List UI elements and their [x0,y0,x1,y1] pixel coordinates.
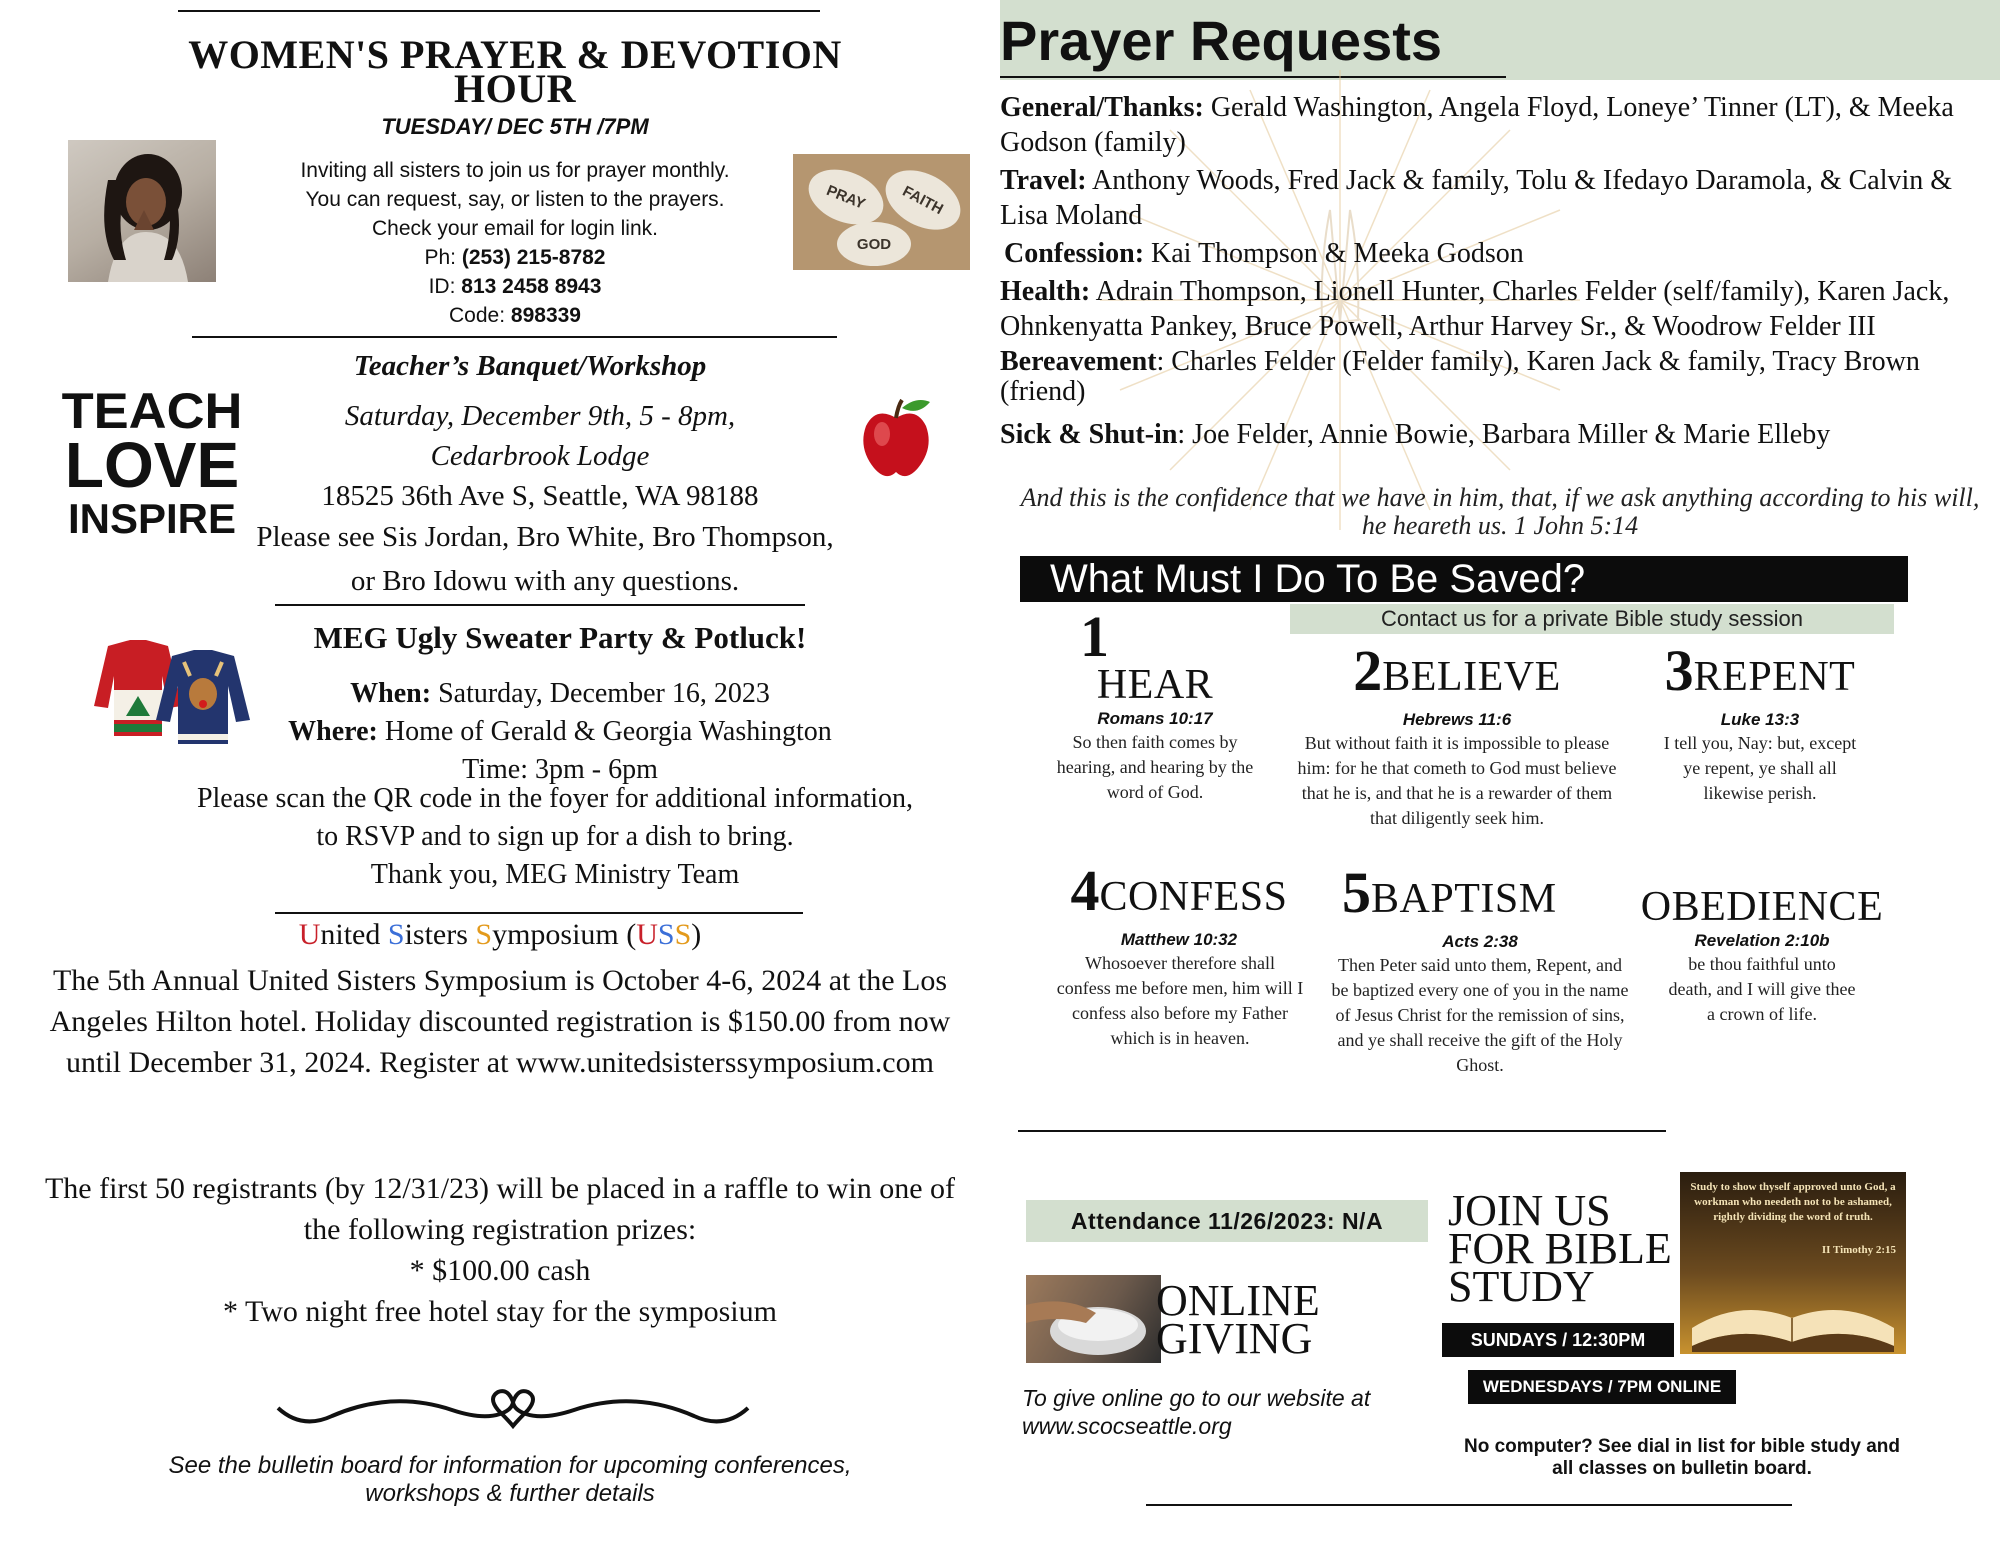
salvation-step-baptism [1318,860,1642,1078]
uss-abbr-u: U [636,918,658,951]
meg-where-label: Where: [288,716,378,747]
no-computer-note: No computer? See dial in list for bible study and all classes on bulletin board. [1464,1436,1900,1479]
prayer-category-names: Anthony Woods, Fred Jack & family, Tolu & Ifedayo Daramola, & Calvin & Lisa Moland [1000,165,1953,231]
praying-woman-photo [68,140,216,282]
scripture-verse: And this is the confidence that we have in him, that, if we ask anything according to his will, he heareth us. 1 John 5:14 [1020,483,1980,540]
prayer-category [1000,347,1990,407]
salvation-step-obedience [1636,884,1888,1027]
prayer-category-label: Sick & Shut-in [1000,419,1178,450]
uss-word: nited [320,918,388,951]
step-reference: Romans 10:17 [1097,709,1213,728]
divider [192,336,837,338]
step-scripture: But without faith it is impossible to please him: for he that cometh to God must believe that he is, and that he is a rewarder of them that diligently seek him. [1297,733,1617,828]
prayer-category-names: Gerald Washington, Angela Floyd, Loneye’ Tinner (LT), & Meeka Godson (family) [1000,92,1954,158]
banquet-note-line: Please see Sis Jordan, Bro White, Bro Thompson, [256,521,834,553]
prayer-category-names: : Charles Felder (Felder family), Karen Jack & family, Tracy Brown (friend) [1000,346,1920,407]
meeting-id-row [250,272,780,301]
divider [1018,1130,1666,1132]
bible-image-reference: II Timothy 2:15 [1821,1244,1896,1256]
meg-note-line: to RSVP and to sign up for a dish to bring. [316,821,794,852]
banquet-note-line: or Bro Idowu with any questions. [350,565,740,597]
step-scripture: I tell you, Nay: but, except ye repent, ye shall all likewise perish. [1663,733,1857,803]
step-number: 3 [1664,638,1694,703]
salvation-step-believe [1296,638,1618,831]
step-number: 4 [1070,858,1100,923]
salvation-step-hear [1040,604,1270,805]
meg-time: Time: 3pm - 6pm [462,754,658,785]
step-title: REPENT [1693,654,1856,700]
attendance: Attendance 11/26/2023: N/A [1070,1208,1384,1234]
uss-letter-s: S [387,918,405,951]
step-number: 2 [1353,638,1383,703]
womens-prayer-date: TUESDAY/ DEC 5TH /7PM [381,114,649,139]
meg-where: Home of Gerald & Georgia Washington [384,716,832,747]
prayer-requests-title: Prayer Requests [1000,9,1443,72]
prayer-category-names: Kai Thompson & Meeka Godson [1144,238,1524,269]
meg-note-line: Please scan the QR code in the foyer for additional information, [196,783,914,814]
step-reference: Hebrews 11:6 [1402,710,1512,729]
banquet-date: Saturday, December 9th, 5 - 8pm, [344,400,736,432]
teachers-banquet-details [290,396,790,516]
wednesday-schedule: WEDNESDAYS / 7PM ONLINE [1468,1370,1736,1404]
saved-title: What Must I Do To Be Saved? [1050,557,1586,601]
step-number: 5 [1342,860,1371,925]
step-heading [1634,638,1886,709]
phone-number: (253) 215-8782 [461,246,606,269]
prayer-category-names: : Joe Felder, Annie Bowie, Barbara Miller & Marie Elleby [1177,419,1831,450]
divider [1146,1504,1792,1506]
step-heading [1054,858,1304,929]
heart-flourish-icon [272,1380,754,1436]
step-reference: Revelation 2:10b [1694,931,1830,950]
computer-mouse-image [1026,1275,1161,1363]
meg-note-line: Thank you, MEG Ministry Team [370,859,740,890]
step-reference: Acts 2:38 [1442,932,1518,951]
uss-abbr-s: S [657,918,675,951]
uss-close: ) [691,918,702,951]
teachers-banquet-title: Teacher’s Banquet/Workshop [353,350,707,382]
meg-party-details [190,675,930,789]
step-scripture: So then faith comes by hearing, and hearing by the word of God. [1056,732,1254,802]
meg-when-label: When: [350,678,432,709]
prayer-category [1000,274,1990,344]
bible-study-title: JOIN US FOR BIBLE STUDY [1448,1186,1672,1311]
prayer-category-label: Travel: [1000,165,1087,196]
step-title: CONFESS [1099,874,1288,920]
sunday-schedule: SUNDAYS / 12:30PM [1442,1323,1674,1357]
step-number: 1 [1080,604,1109,669]
meg-party-note [130,780,980,894]
prayer-category-label: Bereavement [1000,346,1157,377]
divider-top [178,10,820,12]
prayer-category [1000,90,1990,160]
stone-god: GOD [837,222,911,266]
banquet-address: 18525 36th Ave S, Seattle, WA 98188 [321,480,759,512]
step-title: BAPTISM [1371,876,1557,922]
meg-when-row [190,675,930,713]
logo-word-inspire: INSPIRE [67,495,237,542]
step-heading [1318,860,1642,931]
code-label: Code: [449,304,506,327]
logo-word-love: LOVE [64,429,240,501]
meg-party-title: MEG Ugly Sweater Party & Potluck! [313,620,807,655]
bible-study-contact: Contact us for a private Bible study session [1381,606,1803,631]
step-heading [1296,638,1618,709]
step-reference: Luke 13:3 [1720,710,1800,729]
code-row [250,301,780,330]
uss-prize: * Two night free hotel stay for the symposium [223,1295,777,1328]
salvation-step-repent [1634,638,1886,806]
stone-faith: FAITH [875,158,970,241]
prayer-stones-image [793,154,970,270]
step-reference: Matthew 10:32 [1120,930,1238,949]
divider [275,604,805,606]
stone-pray: PRAY [800,159,891,235]
prayer-category [1000,417,1990,452]
uss-raffle-intro: The first 50 registrants (by 12/31/23) will be placed in a raffle to win one of the following registration prizes: [44,1172,956,1246]
womens-prayer-details [250,156,780,330]
logo-word-teach: TEACH [61,383,243,439]
open-bible-image [1680,1172,1906,1354]
salvation-step-confess [1054,858,1304,1051]
uss-letter-s2: S [475,918,493,951]
prayer-category-label: Confession: [1004,238,1145,269]
womens-prayer-line: Check your email for login link. [372,217,658,240]
apple-icon [858,396,934,480]
step-scripture: Whosoever therefore shall confess me before men, him will I confess also before my Father which is in heaven. [1056,953,1304,1048]
step-scripture: Then Peter said unto them, Repent, and be baptized every one of you in the name of Jesus Christ for the remission of sins, and ye shall receive the gift of the Holy Ghost. [1331,955,1629,1075]
online-giving-note: To give online go to our website at www.scocseattle.org [1022,1385,1371,1439]
banquet-venue: Cedarbrook Lodge [430,440,650,472]
divider [275,912,803,914]
meg-where-row [190,713,930,751]
prayer-category-label: Health: [1000,276,1091,307]
uss-prize: * $100.00 cash [409,1254,591,1287]
uss-abbr-s2: S [674,918,692,951]
prayer-category-label: General/Thanks: [1000,92,1204,123]
uss-word: isters [404,918,476,951]
uss-title [210,918,790,952]
prayer-category [1000,163,1990,233]
womens-prayer-line: Inviting all sisters to join us for prayer monthly. [300,159,730,182]
online-giving-title: ONLINE GIVING [1156,1276,1320,1363]
meg-when: Saturday, December 16, 2023 [438,678,770,709]
teachers-banquet-note [180,515,910,603]
meeting-code: 898339 [510,304,581,327]
uss-word: ymposium ( [492,918,637,951]
prayer-category-names: Adrain Thompson, Lionell Hunter, Charles Felder (self/family), Karen Jack, Ohnkenyatta Pankey, Bruce Powell, Arthur Harvey Sr., & Woodrow Felder III [1000,276,1950,342]
step-title: HEAR [1096,662,1214,708]
step-title: OBEDIENCE [1640,884,1884,930]
prayer-category [1000,236,1990,271]
step-scripture: be thou faithful unto death, and I will give thee a crown of life. [1668,954,1856,1024]
uss-description: The 5th Annual United Sisters Symposium is October 4-6, 2024 at the Los Angeles Hilton hotel. Holiday discounted registration is $150.00 from now until December 31, 2024. Register at www.unitedsisterssymposium.com [49,964,951,1079]
phone-row [250,243,780,272]
womens-prayer-title: WOMEN'S PRAYER & DEVOTION HOUR [188,32,842,111]
meeting-id-label: ID: [428,275,456,298]
phone-label: Ph: [424,246,457,269]
prayer-request-list [1000,90,1990,452]
step-title: BELIEVE [1382,654,1561,700]
uss-raffle [30,1168,970,1332]
meeting-id: 813 2458 8943 [461,275,602,298]
uss-letter-u: U [298,918,321,951]
bulletin-note: See the bulletin board for information for upcoming conferences, workshops & further details [168,1452,852,1507]
bible-image-verse: Study to show thyself approved unto God, a workman who needeth not to be ashamed, rightly dividing the word of truth. [1690,1181,1896,1223]
womens-prayer-line: You can request, say, or listen to the prayers. [305,188,725,211]
